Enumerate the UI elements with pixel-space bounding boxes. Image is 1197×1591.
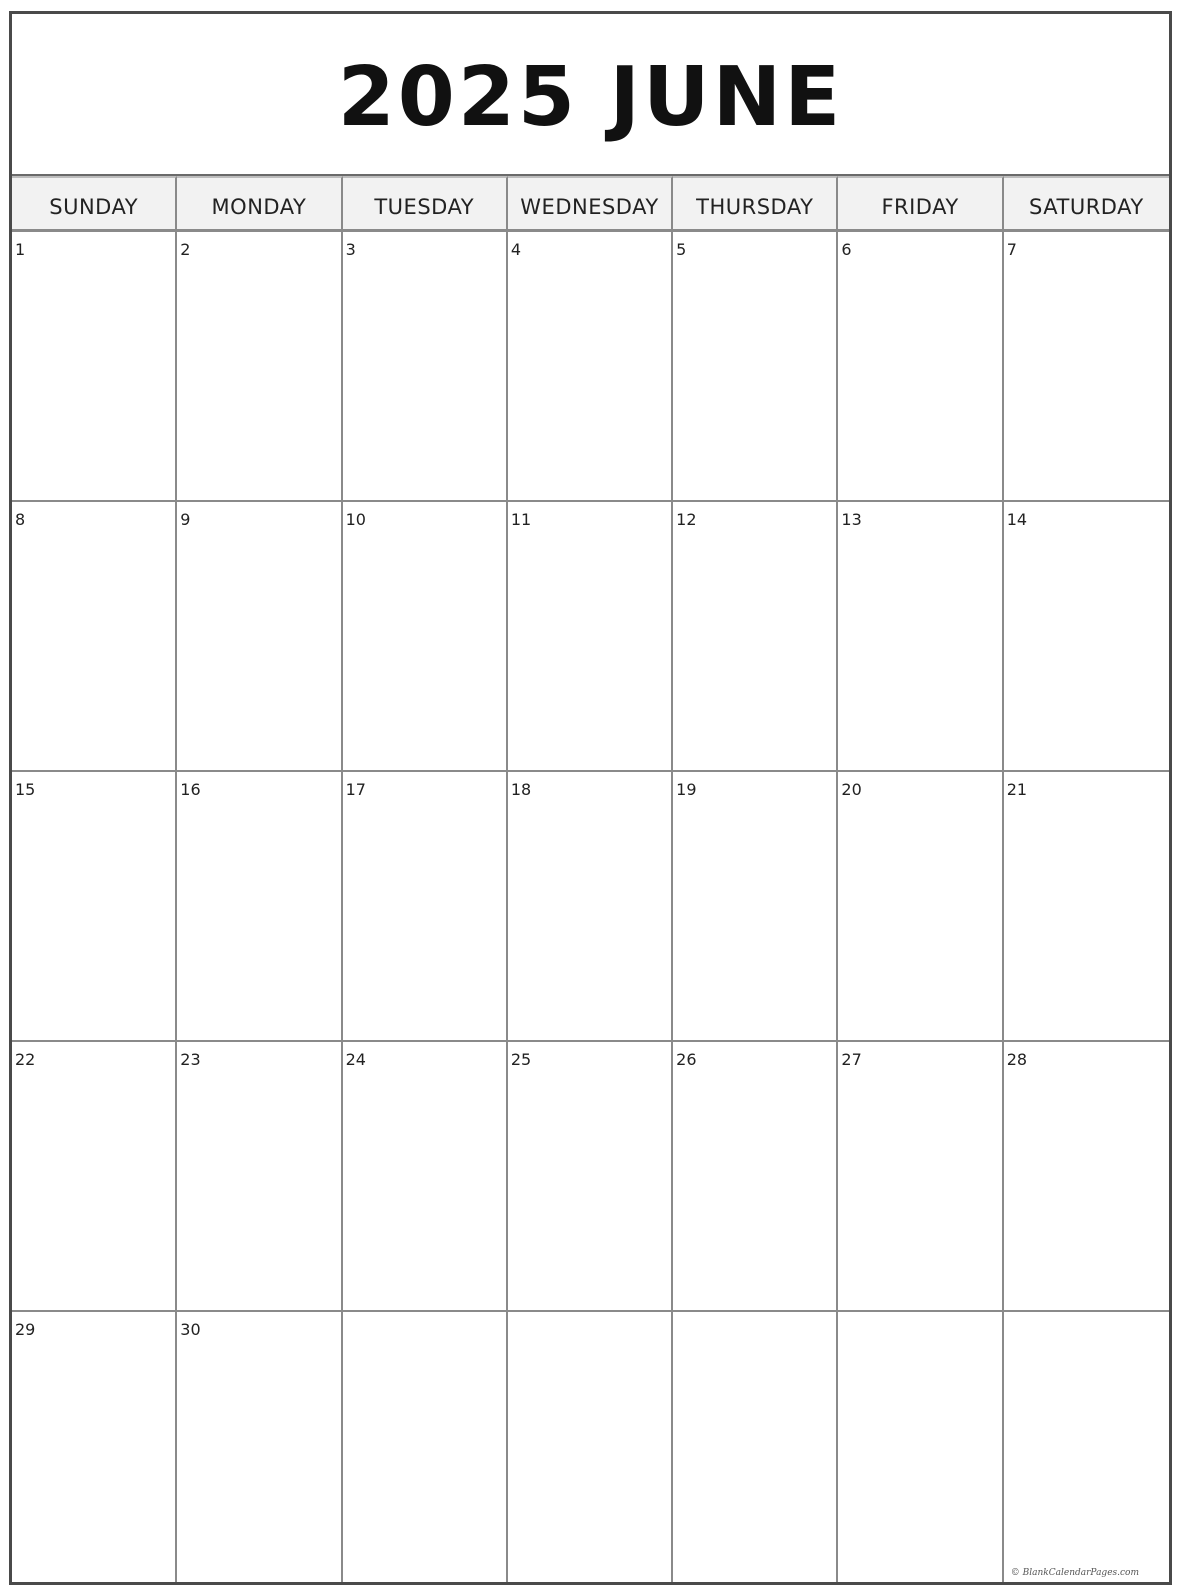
- day-cell[interactable]: [1004, 772, 1169, 1042]
- day-number: 7: [1006, 240, 1017, 259]
- day-cell[interactable]: [12, 1042, 177, 1312]
- day-number: 24: [345, 1050, 366, 1069]
- empty-day-cell: [838, 1312, 1003, 1582]
- day-cell[interactable]: [177, 232, 342, 502]
- day-number: 9: [180, 510, 191, 529]
- weekday-header-friday: FRIDAY: [838, 176, 1003, 229]
- day-cell[interactable]: [673, 772, 838, 1042]
- day-cell[interactable]: [343, 1042, 508, 1312]
- day-cell[interactable]: [838, 772, 1003, 1042]
- day-number: 26: [676, 1050, 697, 1069]
- day-cell[interactable]: [508, 232, 673, 502]
- day-cell[interactable]: [1004, 502, 1169, 772]
- day-number: 5: [676, 240, 687, 259]
- day-number: 30: [180, 1320, 201, 1339]
- empty-day-cell: [343, 1312, 508, 1582]
- day-number: 19: [676, 780, 697, 799]
- day-cell[interactable]: [177, 1042, 342, 1312]
- day-cell[interactable]: [343, 502, 508, 772]
- calendar-grid: [12, 232, 1169, 1582]
- calendar-frame: [9, 11, 1172, 1585]
- day-number: 20: [841, 780, 862, 799]
- day-number: 1: [15, 240, 26, 259]
- day-cell[interactable]: [673, 232, 838, 502]
- day-cell[interactable]: [838, 1042, 1003, 1312]
- day-cell[interactable]: [12, 1312, 177, 1582]
- day-number: 17: [345, 780, 366, 799]
- day-number: 12: [676, 510, 697, 529]
- day-number: 29: [15, 1320, 36, 1339]
- day-cell[interactable]: [12, 502, 177, 772]
- weekday-header-saturday: SATURDAY: [1004, 176, 1169, 229]
- calendar-title: 2025 JUNE: [337, 49, 844, 145]
- title-box: [12, 14, 1169, 176]
- day-cell[interactable]: [12, 772, 177, 1042]
- day-number: 6: [841, 240, 852, 259]
- weekday-header-tuesday: TUESDAY: [343, 176, 508, 229]
- day-cell[interactable]: [838, 502, 1003, 772]
- day-number: 15: [15, 780, 36, 799]
- day-cell[interactable]: [838, 232, 1003, 502]
- day-number: 2: [180, 240, 191, 259]
- day-cell[interactable]: [343, 232, 508, 502]
- day-cell[interactable]: [343, 772, 508, 1042]
- day-number: 22: [15, 1050, 36, 1069]
- weekday-header-wednesday: WEDNESDAY: [508, 176, 673, 229]
- day-cell[interactable]: [177, 502, 342, 772]
- day-number: 13: [841, 510, 862, 529]
- day-cell[interactable]: [177, 1312, 342, 1582]
- day-cell[interactable]: [12, 232, 177, 502]
- watermark-text: © BlankCalendarPages.com: [1010, 1568, 1139, 1578]
- empty-day-cell: [1004, 1312, 1169, 1582]
- day-cell[interactable]: [508, 1042, 673, 1312]
- weekday-header-sunday: SUNDAY: [12, 176, 177, 229]
- day-cell[interactable]: [673, 502, 838, 772]
- empty-day-cell: [673, 1312, 838, 1582]
- day-number: 23: [180, 1050, 201, 1069]
- day-number: 18: [510, 780, 532, 799]
- day-cell[interactable]: [1004, 232, 1169, 502]
- weekday-header-thursday: THURSDAY: [673, 176, 838, 229]
- day-cell[interactable]: [508, 772, 673, 1042]
- weekday-header-row: [12, 176, 1169, 232]
- day-cell[interactable]: [1004, 1042, 1169, 1312]
- day-number: 11: [510, 510, 532, 529]
- day-number: 14: [1006, 510, 1028, 529]
- day-number: 27: [841, 1050, 862, 1069]
- day-number: 10: [345, 510, 366, 529]
- weekday-header-monday: MONDAY: [177, 176, 342, 229]
- day-cell[interactable]: [508, 502, 673, 772]
- day-number: 3: [345, 240, 356, 259]
- day-number: 4: [510, 240, 522, 259]
- day-cell[interactable]: [177, 772, 342, 1042]
- day-number: 8: [15, 510, 26, 529]
- day-number: 21: [1006, 780, 1028, 799]
- empty-day-cell: [508, 1312, 673, 1582]
- day-number: 25: [510, 1050, 532, 1069]
- day-cell[interactable]: [673, 1042, 838, 1312]
- day-number: 16: [180, 780, 201, 799]
- day-number: 28: [1006, 1050, 1028, 1069]
